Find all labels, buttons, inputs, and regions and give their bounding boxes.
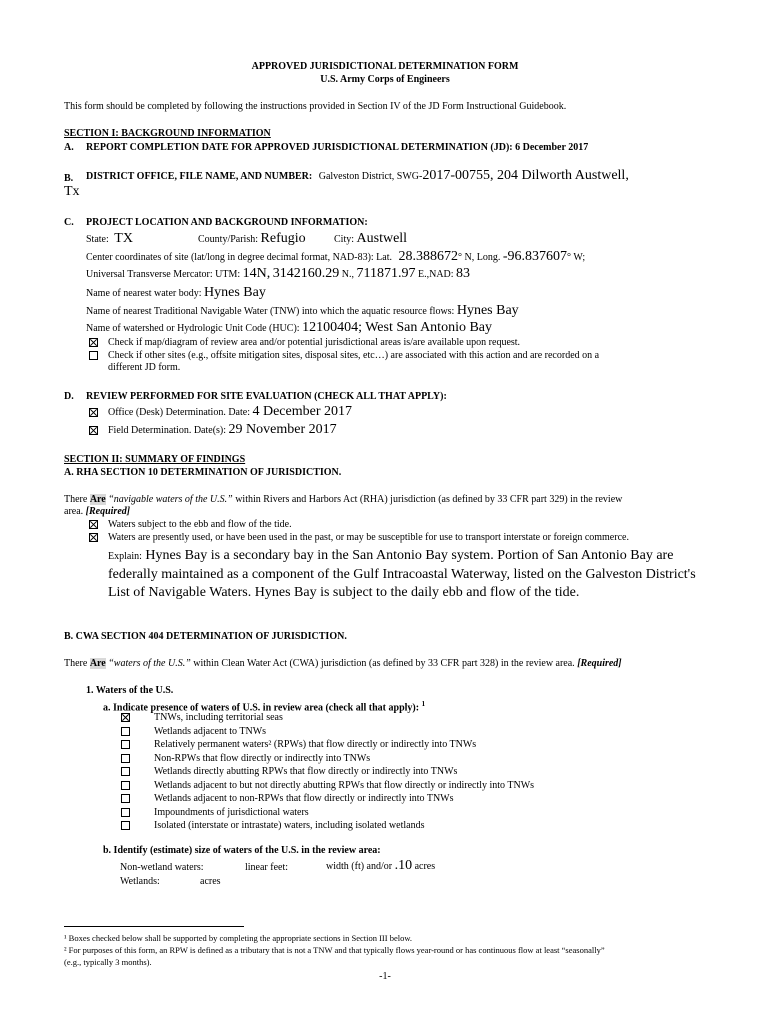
other-sites-checkbox[interactable] xyxy=(89,351,98,360)
review-performed-heading: REVIEW PERFORMED FOR SITE EVALUATION (CHECK ALL THAT APPLY): xyxy=(86,391,447,402)
utm-northing: 3142160.29 xyxy=(272,266,340,281)
acres-label: acres xyxy=(414,861,436,872)
footnote-divider xyxy=(64,926,244,927)
county-value: Refugio xyxy=(260,231,306,246)
section1-heading: SECTION I: BACKGROUND INFORMATION xyxy=(64,128,271,139)
rha-italic: “navigable waters of the U.S.” xyxy=(108,494,233,505)
item-d-label: D. xyxy=(64,391,74,402)
utm-n-suffix: N., xyxy=(341,269,354,280)
water-type-checkbox[interactable] xyxy=(121,781,130,790)
long-suffix: ° W; xyxy=(567,252,586,263)
water-type-checkbox[interactable] xyxy=(121,727,130,736)
acres-value: .10 xyxy=(394,858,413,873)
huc-line xyxy=(86,322,492,335)
rha-are-select[interactable]: Are xyxy=(89,494,106,505)
project-location-heading: PROJECT LOCATION AND BACKGROUND INFORMATION: xyxy=(86,217,368,228)
commerce-label: Waters are presently used, or have been used in the past, or may be susceptible for use to transport interstate or foreign commerce. xyxy=(108,532,629,543)
section2-heading: SECTION II: SUMMARY OF FINDINGS xyxy=(64,454,246,465)
water-type-checkbox[interactable] xyxy=(121,794,130,803)
huc-value: 12100404; West San Antonio Bay xyxy=(302,320,493,335)
city-line xyxy=(334,233,407,246)
other-sites-label: Check if other sites (e.g., offsite mitigation sites, disposal sites, etc…) are associated with this action and are recorded on a xyxy=(108,350,600,361)
presence-heading-text: a. Indicate presence of waters of U.S. in review area (check all that apply): xyxy=(103,702,420,714)
district-label: DISTRICT OFFICE, FILE NAME, AND NUMBER: xyxy=(86,171,313,182)
nonwetland-label: Non-wetland waters: xyxy=(120,862,204,873)
explain-block xyxy=(108,547,708,602)
cwa-post: within Clean Water Act (CWA) jurisdiction (as defined by 33 CFR part 328) in the review area. xyxy=(193,658,575,669)
report-date-text: REPORT COMPLETION DATE FOR APPROVED JURISDICTIONAL DETERMINATION (JD): 6 December 2017 xyxy=(86,142,589,153)
water-type-label: Wetlands adjacent to TNWs xyxy=(154,725,267,737)
wetlands-acres-label: acres xyxy=(200,876,221,887)
coords-label: Center coordinates of site (lat/long in degree decimal format, NAD-83): Lat. xyxy=(86,252,393,263)
footnote-2-cont: (e.g., typically 3 months). xyxy=(64,957,152,967)
water-type-checkbox[interactable] xyxy=(121,713,130,722)
coordinates-line xyxy=(86,251,585,264)
form-title: APPROVED JURISDICTIONAL DETERMINATION FORM xyxy=(251,61,519,72)
ebb-flow-label: Waters subject to the ebb and flow of the tide. xyxy=(108,519,292,530)
item-c-label: C. xyxy=(64,217,74,228)
cwa-italic: “waters of the U.S.” xyxy=(108,658,191,669)
instructions-text: This form should be completed by following the instructions provided in Section IV of the JD Form Instructional Guidebook. xyxy=(64,101,567,112)
utm-zone: 14N, xyxy=(242,266,271,281)
commerce-checkbox[interactable] xyxy=(89,533,98,542)
lat-suffix: ° N, Long. xyxy=(458,252,501,263)
water-type-label: Non-RPWs that flow directly or indirectly into TNWs xyxy=(154,752,371,764)
size-heading: b. Identify (estimate) size of waters of the U.S. in the review area: xyxy=(103,845,381,856)
rha-post: within Rivers and Harbors Act (RHA) jurisdiction (as defined by 33 CFR part 329) in the review xyxy=(235,494,623,505)
water-type-checkbox[interactable] xyxy=(121,808,130,817)
map-available-checkbox[interactable] xyxy=(89,338,98,347)
rha-area: area. xyxy=(64,506,84,517)
linear-feet-label: linear feet: xyxy=(245,862,289,873)
cwa-statement xyxy=(64,658,622,670)
water-type-label: Relatively permanent waters² (RPWs) that flow directly or indirectly into TNWs xyxy=(154,739,477,750)
longitude-value: -96.837607 xyxy=(502,249,568,264)
water-type-label: Wetlands adjacent to but not directly abutting RPWs that flow directly or indirectly into TNWs xyxy=(154,779,535,791)
other-sites-label-cont: different JD form. xyxy=(108,362,181,373)
office-determination-label: Office (Desk) Determination. Date: xyxy=(108,407,250,418)
utm-e-suffix: E.,NAD: xyxy=(417,269,454,280)
tnw-line xyxy=(86,305,519,318)
rha-required: [Required] xyxy=(85,506,131,517)
tnw-label: Name of nearest Traditional Navigable Water (TNW) into which the aquatic resource flows: xyxy=(86,306,455,317)
cwa-pre: There xyxy=(64,658,88,669)
water-type-checkbox[interactable] xyxy=(121,754,130,763)
rha-pre: There xyxy=(64,494,88,505)
tnw-value: Hynes Bay xyxy=(456,303,519,318)
city-label: City: xyxy=(334,234,355,245)
wetlands-label: Wetlands: xyxy=(120,876,160,887)
water-type-checkbox[interactable] xyxy=(121,740,130,749)
office-determination-line xyxy=(108,406,352,419)
item-a-label: A. xyxy=(64,142,74,153)
explain-text: Hynes Bay is a secondary bay in the San Antonio Bay system. Portion of San Antonio Bay are federally maintained as a component of the Gulf Intracoastal Waterway, listed on the Galveston District's List of Navigable Waters. Hynes Bay is subject to the daily ebb and flow of the tide. xyxy=(108,548,696,600)
district-office: Galveston District, SWG- xyxy=(318,171,423,182)
county-line xyxy=(198,233,306,246)
water-type-label: Wetlands directly abutting RPWs that flow directly or indirectly into TNWs xyxy=(154,766,458,777)
footnote-2: ² For purposes of this form, an RPW is defined as a tributary that is not a TNW and that typically flows year-round or has continuous flow at least “seasonally” xyxy=(64,945,605,955)
file-number-cont: Tx xyxy=(64,184,80,199)
footnote-1: ¹ Boxes checked below shall be supported by completing the appropriate sections in Section III below. xyxy=(64,933,413,943)
field-determination-label: Field Determination. Date(s): xyxy=(108,425,227,436)
water-type-checkbox[interactable] xyxy=(121,767,130,776)
footnote-ref-1: 1 xyxy=(421,700,426,708)
office-determination-date: 4 December 2017 xyxy=(252,404,353,419)
map-available-label: Check if map/diagram of review area and/or potential jurisdictional areas is/are available upon request. xyxy=(108,337,521,348)
utm-line xyxy=(86,268,470,281)
district-line xyxy=(86,170,629,183)
form-subtitle: U.S. Army Corps of Engineers xyxy=(320,74,450,85)
field-determination-date: 29 November 2017 xyxy=(228,422,337,437)
waters-of-us-heading: 1. Waters of the U.S. xyxy=(86,685,174,696)
rha-statement-cont xyxy=(64,506,130,518)
width-acres-line xyxy=(326,860,435,873)
county-label: County/Parish: xyxy=(198,234,259,245)
office-determination-checkbox[interactable] xyxy=(89,408,98,417)
state-line xyxy=(86,233,133,246)
huc-label: Name of watershed or Hydrologic Unit Code (HUC): xyxy=(86,323,300,334)
cwa-heading: B. CWA SECTION 404 DETERMINATION OF JURISDICTION. xyxy=(64,631,347,642)
water-type-checkbox[interactable] xyxy=(121,821,130,830)
width-label: width (ft) and/or xyxy=(326,861,393,872)
field-determination-line xyxy=(108,424,337,437)
cwa-required: [Required] xyxy=(577,658,622,669)
explain-label: Explain: xyxy=(108,551,142,562)
water-body-value: Hynes Bay xyxy=(204,285,266,300)
item-b-label: B. xyxy=(64,173,74,184)
utm-label: Universal Transverse Mercator: UTM: xyxy=(86,269,241,280)
state-value: TX xyxy=(114,231,133,246)
water-type-label: Wetlands adjacent to non-RPWs that flow directly or indirectly into TNWs xyxy=(154,793,454,804)
rha-heading: A. RHA SECTION 10 DETERMINATION OF JURISDICTION. xyxy=(64,467,342,478)
water-type-label: Isolated (interstate or intrastate) waters, including isolated wetlands xyxy=(154,820,425,831)
state-label: State: xyxy=(86,234,109,245)
water-type-label: Impoundments of jurisdictional waters xyxy=(154,806,309,818)
page-number: -1- xyxy=(379,971,391,982)
file-number: 2017-00755, 204 Dilworth Austwell, xyxy=(422,168,629,183)
water-body-label: Name of nearest water body: xyxy=(86,288,202,299)
utm-easting: 711871.97 xyxy=(356,266,416,281)
latitude-value: 28.388672 xyxy=(398,249,459,264)
rha-statement xyxy=(64,494,622,506)
ebb-flow-checkbox[interactable] xyxy=(89,520,98,529)
nad-value: 83 xyxy=(456,266,471,281)
water-body-line xyxy=(86,287,266,300)
water-type-label: TNWs, including territorial seas xyxy=(154,712,283,723)
cwa-are-select[interactable]: Are xyxy=(89,658,106,669)
field-determination-checkbox[interactable] xyxy=(89,426,98,435)
city-value: Austwell xyxy=(356,231,408,246)
